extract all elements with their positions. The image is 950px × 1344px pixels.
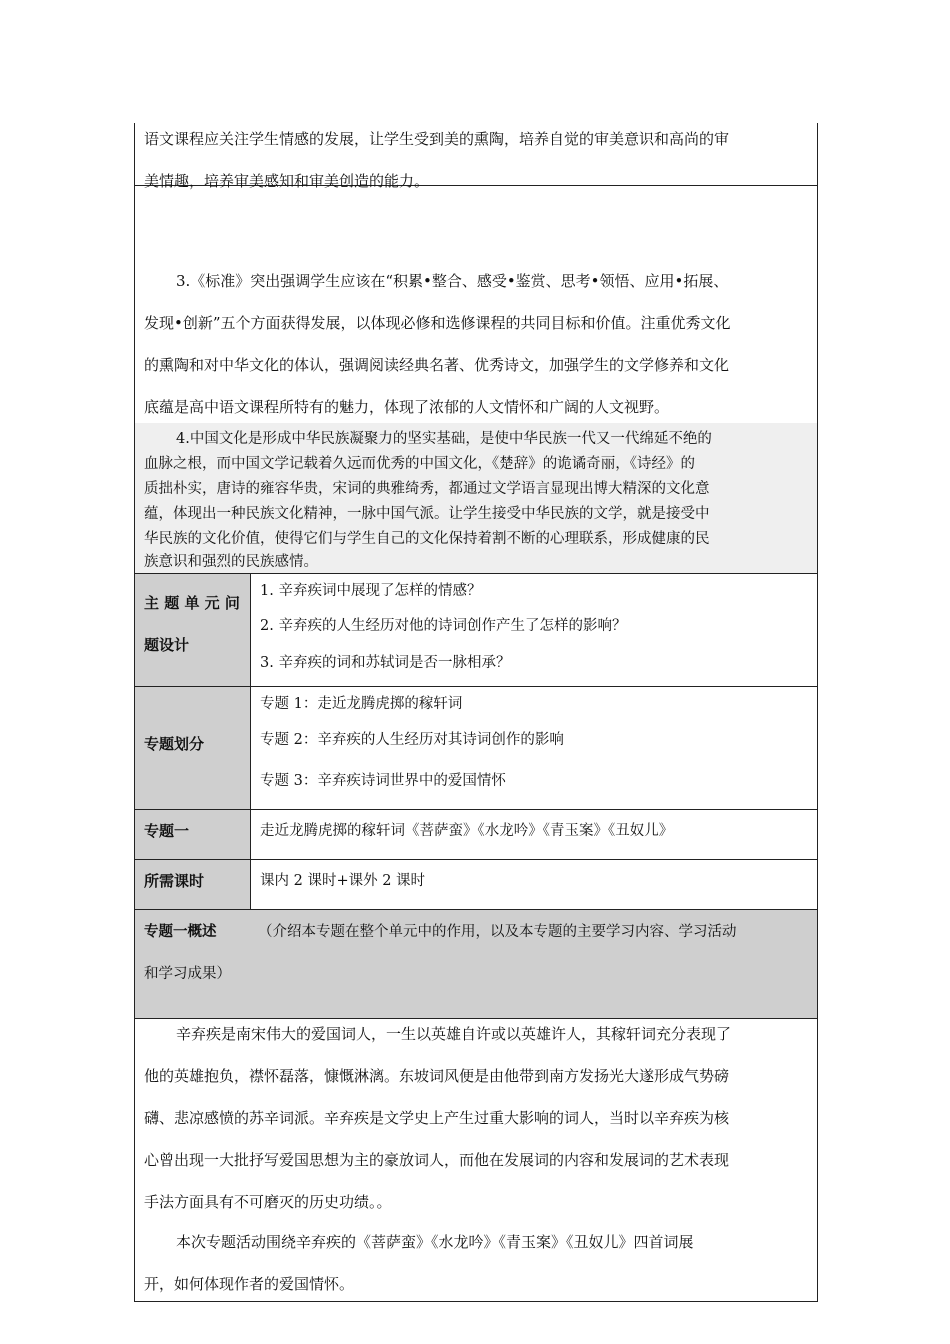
body-line: 辛弃疾是南宋伟大的爱国词人，一生以英雄自许或以英雄许人，其稼轩词充分表现了: [176, 1025, 732, 1043]
overview-label: 专题一概述: [144, 924, 217, 940]
overview-hint: （介绍本专题在整个单元中的作用，以及本专题的主要学习内容、学习活动: [258, 924, 737, 940]
standard-3-line: 3.《标准》突出强调学生应该在“积累•整合、感受•鉴赏、思考•领悟、应用•拓展、: [176, 272, 729, 290]
standard-4-paragraph: [135, 423, 817, 574]
hours-value: 课内 2 课时+课外 2 课时: [260, 873, 426, 889]
overview-hint: 和学习成果）: [144, 966, 231, 982]
topic-item: 专题 3：辛弃疾诗词世界中的爱国情怀: [260, 773, 506, 789]
theme-questions-list: [251, 574, 817, 686]
standard-3-line: 发现•创新”五个方面获得发展，以体现必修和选修课程的共同目标和价值。注重优秀文化: [144, 314, 731, 332]
topic-division-label: 专题划分: [135, 687, 251, 809]
body-line: 他的英雄抱负，襟怀磊落，慷慨淋漓。东坡词风便是由他带到南方发扬光大遂形成气势磅: [144, 1067, 730, 1085]
overview-header: [135, 910, 817, 1019]
question-item: 3. 辛弃疾的词和苏轼词是否一脉相承？: [260, 655, 511, 671]
theme-questions-row: [135, 574, 817, 687]
hours-label: 所需课时: [135, 860, 251, 909]
body-line: 开，如何体现作者的爱国情怀。: [144, 1275, 355, 1293]
hours-row: [135, 860, 817, 910]
overview-body: [135, 1019, 817, 1301]
standard-4-line: 质拙朴实，唐诗的雍容华贵，宋词的典雅绮秀，都通过文学语言显现出博大精深的文化意: [144, 481, 710, 497]
intro-line: 语文课程应关注学生情感的发展，让学生受到美的熏陶，培养自觉的审美意识和高尚的审: [144, 130, 730, 148]
topic-item: 专题 1：走近龙腾虎掷的稼轩词: [260, 696, 463, 712]
topic-one-row: [135, 810, 817, 860]
body-line: 心曾出现一大批抒写爱国思想为主的豪放词人，而他在发展词的内容和发展词的艺术表现: [144, 1151, 730, 1169]
topic-division-row: [135, 687, 817, 810]
body-line: 本次专题活动围绕辛弃疾的《菩萨蛮》《水龙吟》《青玉案》《丑奴儿》四首词展: [176, 1233, 694, 1251]
question-item: 2. 辛弃疾的人生经历对他的诗词创作产生了怎样的影响？: [260, 618, 627, 634]
standard-4-line: 血脉之根，而中国文学记载着久远而优秀的中国文化，《楚辞》的诡谲奇丽，《诗经》的: [144, 456, 695, 472]
theme-questions-label: 主 题 单 元 问 题设计: [135, 574, 251, 686]
topic-one-value: 走近龙腾虎掷的稼轩词《菩萨蛮》《水龙吟》《青玉案》《丑奴儿》: [260, 823, 674, 839]
question-item: 1. 辛弃疾词中展现了怎样的情感？: [260, 583, 482, 599]
intro-paragraph: [135, 123, 817, 190]
topic-division-list: [251, 687, 817, 809]
body-line: 手法方面具有不可磨灭的历史功绩。。: [144, 1193, 392, 1211]
standard-4-line: 蕴，体现出一种民族文化精神，一脉中国气派。让学生接受中华民族的文学，就是接受中: [144, 506, 710, 522]
standard-3-line: 底蕴是高中语文课程所特有的魅力，体现了浓郁的人文情怀和广阔的人文视野。: [144, 398, 670, 416]
standard-4-line: 族意识和强烈的民族感情。: [144, 554, 318, 570]
standard-3-line: 的熏陶和对中华文化的体认，强调阅读经典名著、优秀诗文，加强学生的文学修养和文化: [144, 356, 730, 374]
lesson-plan-table: [134, 123, 818, 1302]
body-line: 礴、悲凉感愤的苏辛词派。辛弃疾是文学史上产生过重大影响的词人，当时以辛弃疾为核: [144, 1109, 730, 1127]
standard-3-paragraph: [135, 186, 817, 416]
intro-line: 美情趣，培养审美感知和审美创造的能力。: [144, 172, 430, 190]
topic-item: 专题 2：辛弃疾的人生经历对其诗词创作的影响: [260, 732, 564, 748]
standard-4-line: 4.中国文化是形成中华民族凝聚力的坚实基础，是使中华民族一代又一代绵延不绝的: [176, 431, 712, 447]
standard-4-line: 华民族的文化价值，使得它们与学生自己的文化保持着割不断的心理联系，形成健康的民: [144, 531, 710, 547]
topic-one-label: 专题一: [135, 810, 251, 859]
